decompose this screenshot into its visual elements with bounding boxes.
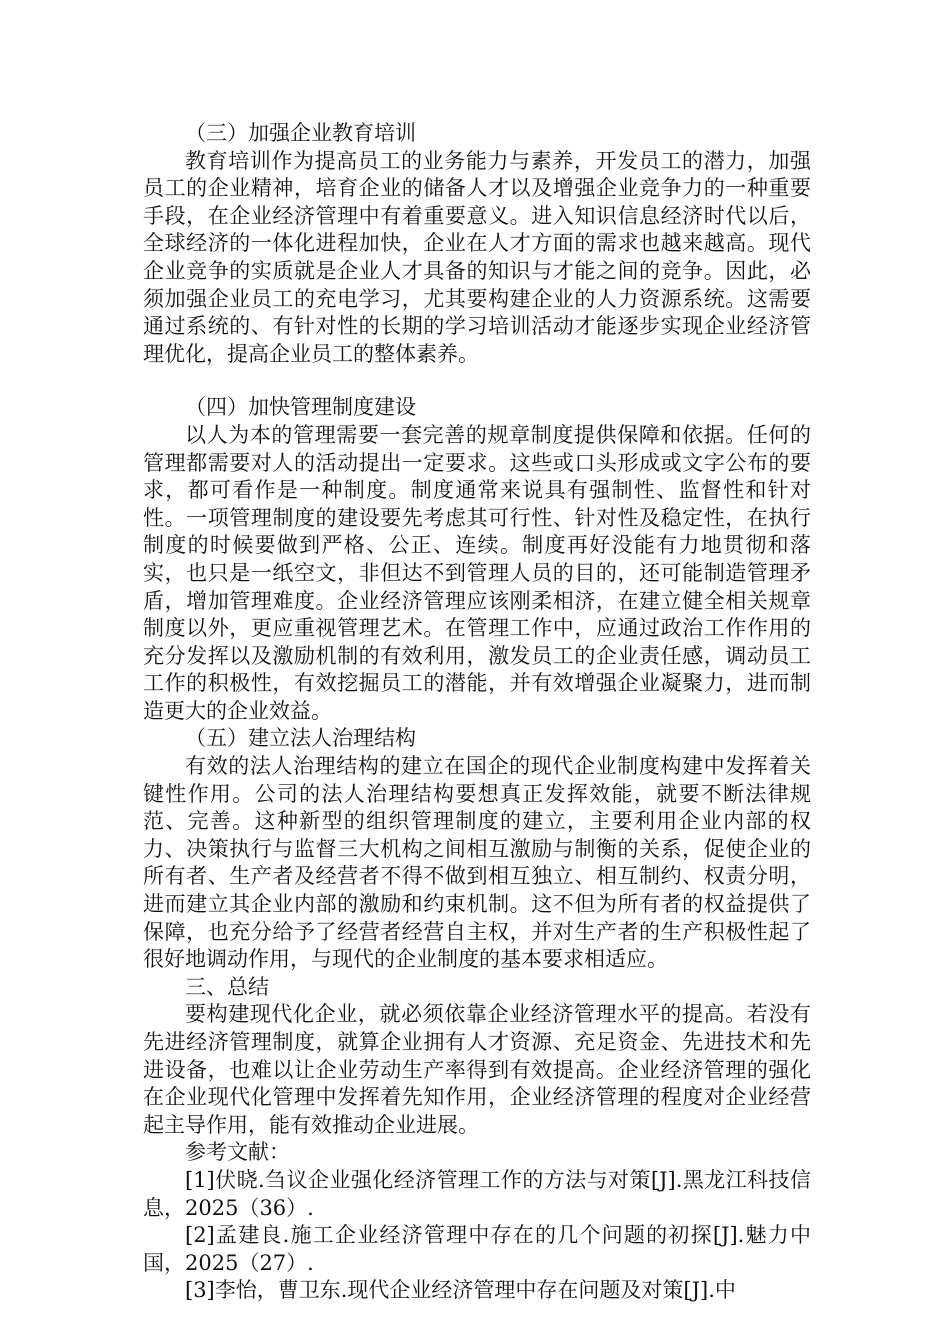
reference-item-2: [2]孟建良.施工企业经济管理中存在的几个问题的初探[J].魅力中国，2025（27）. [143, 1223, 811, 1275]
document-page [143, 120, 811, 1305]
references-heading: 参考文献： [185, 1140, 290, 1165]
section-body-corporate-governance: 有效的法人治理结构的建立在国企的现代企业制度构建中发挥着关键性作用。公司的法人治理结构要想真正发挥效能，就要不断法律规范、完善。这种新型的组织管理制度的建立，主要利用企业内部的权力、决策执行与监督三大机构之间相互激励与制衡的关系，促使企业的所有者、生产者及经营者不得不做到相互独立、相互制约、权责分明，进而建立其企业内部的激励和约束机制。这不但为所有者的权益提供了保障，也充分给予了经营者经营自主权，并对生产者的生产积极性起了很好地调动作用，与现代的企业制度的基本要求相适应。 [143, 754, 811, 972]
section-heading-corporate-governance: （五）建立法人治理结构 [185, 726, 416, 751]
reference-item-3: [3]李怡，曹卫东.现代企业经济管理中存在问题及对策[J].中 [185, 1278, 736, 1303]
reference-item-1: [1]伏晓.刍议企业强化经济管理工作的方法与对策[J].黑龙江科技信息，2025（36）. [143, 1167, 811, 1220]
section-heading-education-training: （三）加强企业教育培训 [185, 121, 416, 145]
section-heading-summary: 三、总结 [185, 974, 269, 999]
section-body-summary: 要构建现代化企业，就必须依靠企业经济管理水平的提高。若没有先进经济管理制度，就算企业拥有人才资源、充足资金、先进技术和先进设备，也难以让企业劳动生产率得到有效提高。企业经济管理的强化在企业现代化管理中发挥着先知作用，企业经济管理的程度对企业经营起主导作用，能有效推动企业进展。 [143, 1002, 811, 1137]
section-body-education-training: 教育培训作为提高员工的业务能力与素养，开发员工的潜力，加强员工的企业精神，培育企业的储备人才以及增强企业竞争力的一种重要手段，在企业经济管理中有着重要意义。进入知识信息经济时代以后，全球经济的一体化进程加快，企业在人才方面的需求也越来越高。现代企业竞争的实质就是企业人才具备的知识与才能之间的竞争。因此，必须加强企业员工的充电学习，尤其要构建企业的人力资源系统。这需要通过系统的、有针对性的长期的学习培训活动才能逐步实现企业经济管理优化，提高企业员工的整体素养。 [143, 148, 811, 366]
section-heading-management-system: （四）加快管理制度建设 [185, 395, 416, 420]
section-body-management-system: 以人为本的管理需要一套完善的规章制度提供保障和依据。任何的管理都需要对人的活动提出一定要求。这些或口头形成或文字公布的要求，都可看作是一种制度。制度通常来说具有强制性、监督性和针对性。一项管理制度的建设要先考虑其可行性、针对性及稳定性，在执行制度的时候要做到严格、公正、连续。制度再好没能有力地贯彻和落实，也只是一纸空文，非但达不到管理人员的目的，还可能制造管理矛盾，增加管理难度。企业经济管理应该刚柔相济，在建立健全相关规章制度以外，更应重视管理艺术。在管理工作中，应通过政治工作作用的充分发挥以及激励机制的有效利用，激发员工的企业责任感，调动员工工作的积极性，有效挖掘员工的潜能，并有效增强企业凝聚力，进而制造更大的企业效益。 [143, 422, 811, 723]
paragraph-gap [143, 368, 811, 394]
